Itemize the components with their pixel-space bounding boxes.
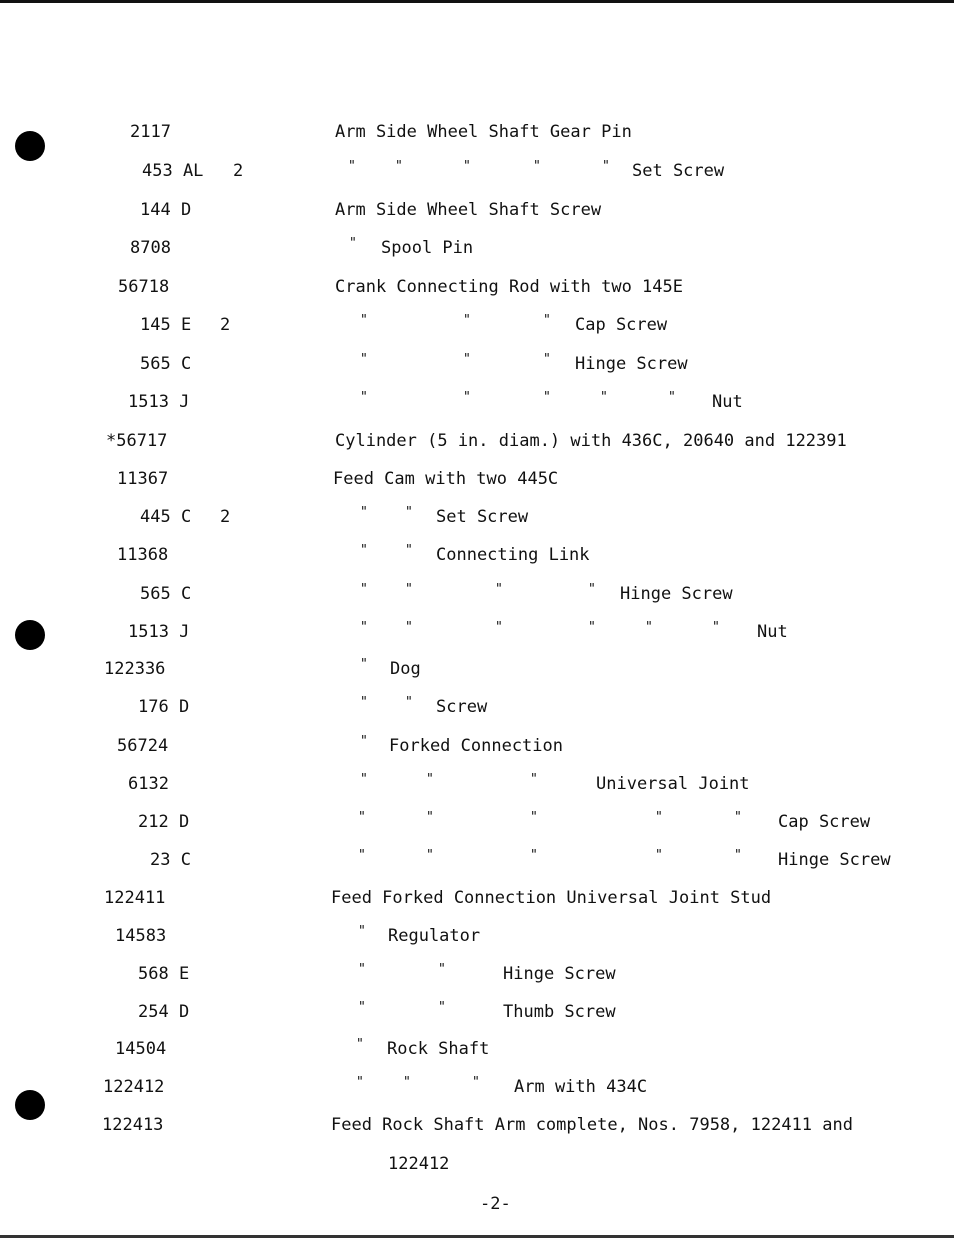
ditto-mark: ": [668, 390, 676, 405]
part-number: 122412: [103, 1077, 165, 1097]
ditto-mark: ": [463, 352, 471, 367]
parts-row: [0, 275, 954, 299]
part-number: 6132: [128, 774, 169, 794]
part-number: 254 D: [138, 1002, 190, 1022]
parts-row: [0, 734, 954, 758]
part-number: 144 D: [140, 200, 192, 220]
quantity: 2: [220, 507, 231, 527]
part-number: 14583: [115, 926, 167, 946]
ditto-mark: ": [734, 848, 742, 863]
parts-row: [0, 848, 954, 872]
part-number: 145 E: [140, 315, 192, 335]
ditto-mark: ": [360, 543, 368, 558]
ditto-mark: ": [358, 962, 366, 977]
quantity: 2: [233, 161, 244, 181]
ditto-mark: ": [655, 810, 663, 825]
ditto-mark: ": [360, 582, 368, 597]
part-description: Hinge Screw: [620, 584, 733, 604]
parts-row: [0, 429, 954, 453]
part-number: 14504: [115, 1039, 167, 1059]
parts-row: [0, 1000, 954, 1024]
part-number: 1513 J: [128, 622, 190, 642]
part-number: 453 AL: [142, 161, 204, 181]
ditto-mark: ": [360, 313, 368, 328]
ditto-mark: ": [495, 620, 503, 635]
part-number: 1513 J: [128, 392, 190, 412]
part-number: 2117: [130, 122, 171, 142]
part-description: Crank Connecting Rod with two 145E: [335, 277, 683, 297]
ditto-mark: ": [360, 620, 368, 635]
part-description: Cylinder (5 in. diam.) with 436C, 20640 and 122391: [335, 431, 847, 451]
page-number: -2-: [480, 1194, 511, 1214]
ditto-mark: ": [405, 582, 413, 597]
part-number: 568 E: [138, 964, 190, 984]
part-description: Regulator: [388, 926, 481, 946]
part-description: Universal Joint: [596, 774, 750, 794]
part-number: 11367: [117, 469, 169, 489]
ditto-mark: ": [655, 848, 663, 863]
part-description: Hinge Screw: [503, 964, 616, 984]
parts-row: [0, 505, 954, 529]
part-description: Arm Side Wheel Shaft Screw: [335, 200, 602, 220]
ditto-mark: ": [360, 657, 368, 672]
part-description: Feed Rock Shaft Arm complete, Nos. 7958, 122411 and: [331, 1115, 853, 1135]
parts-row: [0, 772, 954, 796]
part-description: Feed Forked Connection Universal Joint Stud: [331, 888, 772, 908]
ditto-mark: ": [358, 1000, 366, 1015]
parts-row: [0, 198, 954, 222]
ditto-mark: ": [349, 236, 357, 251]
parts-row: [0, 1113, 954, 1137]
parts-row: [0, 620, 954, 644]
part-number: 176 D: [138, 697, 190, 717]
part-description: Thumb Screw: [503, 1002, 616, 1022]
part-description: Forked Connection: [389, 736, 563, 756]
ditto-mark: ": [395, 159, 403, 174]
description-continuation: 122412: [388, 1154, 450, 1174]
ditto-mark: ": [543, 313, 551, 328]
quantity: 2: [220, 315, 231, 335]
parts-row: [0, 924, 954, 948]
parts-row: [0, 657, 954, 681]
ditto-mark: ": [530, 772, 538, 787]
ditto-mark: ": [602, 159, 610, 174]
part-description: Cap Screw: [575, 315, 668, 335]
parts-row: [0, 467, 954, 491]
ditto-mark: ": [530, 848, 538, 863]
ditto-mark: ": [543, 352, 551, 367]
parts-row: [0, 1152, 954, 1176]
part-description: Feed Cam with two 445C: [333, 469, 559, 489]
part-number: 212 D: [138, 812, 190, 832]
ditto-mark: ": [360, 772, 368, 787]
ditto-mark: ": [426, 772, 434, 787]
ditto-mark: ": [543, 390, 551, 405]
parts-row: [0, 543, 954, 567]
parts-row: [0, 695, 954, 719]
part-description: Hinge Screw: [778, 850, 891, 870]
parts-row: [0, 1075, 954, 1099]
ditto-mark: ": [356, 1037, 364, 1052]
ditto-mark: ": [438, 1000, 446, 1015]
ditto-mark: ": [588, 582, 596, 597]
ditto-mark: ": [360, 734, 368, 749]
ditto-mark: ": [463, 313, 471, 328]
ditto-mark: ": [405, 620, 413, 635]
ditto-mark: ": [360, 505, 368, 520]
part-number: 56718: [118, 277, 170, 297]
ditto-mark: ": [356, 1075, 364, 1090]
part-description: Dog: [390, 659, 421, 679]
parts-row: [0, 886, 954, 910]
ditto-mark: ": [588, 620, 596, 635]
ditto-mark: ": [438, 962, 446, 977]
part-number: 56724: [117, 736, 169, 756]
parts-row: [0, 810, 954, 834]
part-number: 11368: [117, 545, 169, 565]
ditto-mark: ": [472, 1075, 480, 1090]
parts-row: [0, 582, 954, 606]
ditto-mark: ": [360, 352, 368, 367]
parts-row: [0, 159, 954, 183]
part-number: 445 C: [140, 507, 192, 527]
ditto-mark: ": [712, 620, 720, 635]
part-number: 8708: [130, 238, 171, 258]
ditto-mark: ": [530, 810, 538, 825]
ditto-mark: ": [600, 390, 608, 405]
part-number: 122413: [102, 1115, 164, 1135]
ditto-mark: ": [426, 848, 434, 863]
ditto-mark: ": [645, 620, 653, 635]
part-description: Nut: [712, 392, 743, 412]
part-number: 122336: [104, 659, 166, 679]
part-description: Arm Side Wheel Shaft Gear Pin: [335, 122, 632, 142]
part-description: Arm with 434C: [514, 1077, 648, 1097]
part-description: Set Screw: [632, 161, 725, 181]
ditto-mark: ": [405, 505, 413, 520]
scan-top-edge: [0, 0, 954, 3]
part-number: 565 C: [140, 354, 192, 374]
part-description: Spool Pin: [381, 238, 474, 258]
ditto-mark: ": [405, 543, 413, 558]
parts-row: [0, 236, 954, 260]
ditto-mark: ": [358, 848, 366, 863]
parts-row: [0, 962, 954, 986]
part-description: Connecting Link: [436, 545, 590, 565]
ditto-mark: ": [360, 390, 368, 405]
parts-row: [0, 120, 954, 144]
part-description: Set Screw: [436, 507, 529, 527]
part-number: 23 C: [150, 850, 191, 870]
part-description: Rock Shaft: [387, 1039, 490, 1059]
ditto-mark: ": [405, 695, 413, 710]
parts-row: [0, 352, 954, 376]
part-description: Nut: [757, 622, 788, 642]
ditto-mark: ": [348, 159, 356, 174]
ditto-mark: ": [360, 695, 368, 710]
page-number-row: [0, 1192, 954, 1216]
part-description: Cap Screw: [778, 812, 871, 832]
ditto-mark: ": [533, 159, 541, 174]
part-description: Screw: [436, 697, 488, 717]
part-number: 565 C: [140, 584, 192, 604]
ditto-mark: ": [403, 1075, 411, 1090]
ditto-mark: ": [358, 924, 366, 939]
parts-row: [0, 313, 954, 337]
part-number: 122411: [104, 888, 166, 908]
ditto-mark: ": [463, 159, 471, 174]
parts-row: [0, 390, 954, 414]
ditto-mark: ": [358, 810, 366, 825]
part-number: *56717: [106, 431, 168, 451]
ditto-mark: ": [734, 810, 742, 825]
ditto-mark: ": [463, 390, 471, 405]
parts-row: [0, 1037, 954, 1061]
ditto-mark: ": [495, 582, 503, 597]
ditto-mark: ": [426, 810, 434, 825]
part-description: Hinge Screw: [575, 354, 688, 374]
